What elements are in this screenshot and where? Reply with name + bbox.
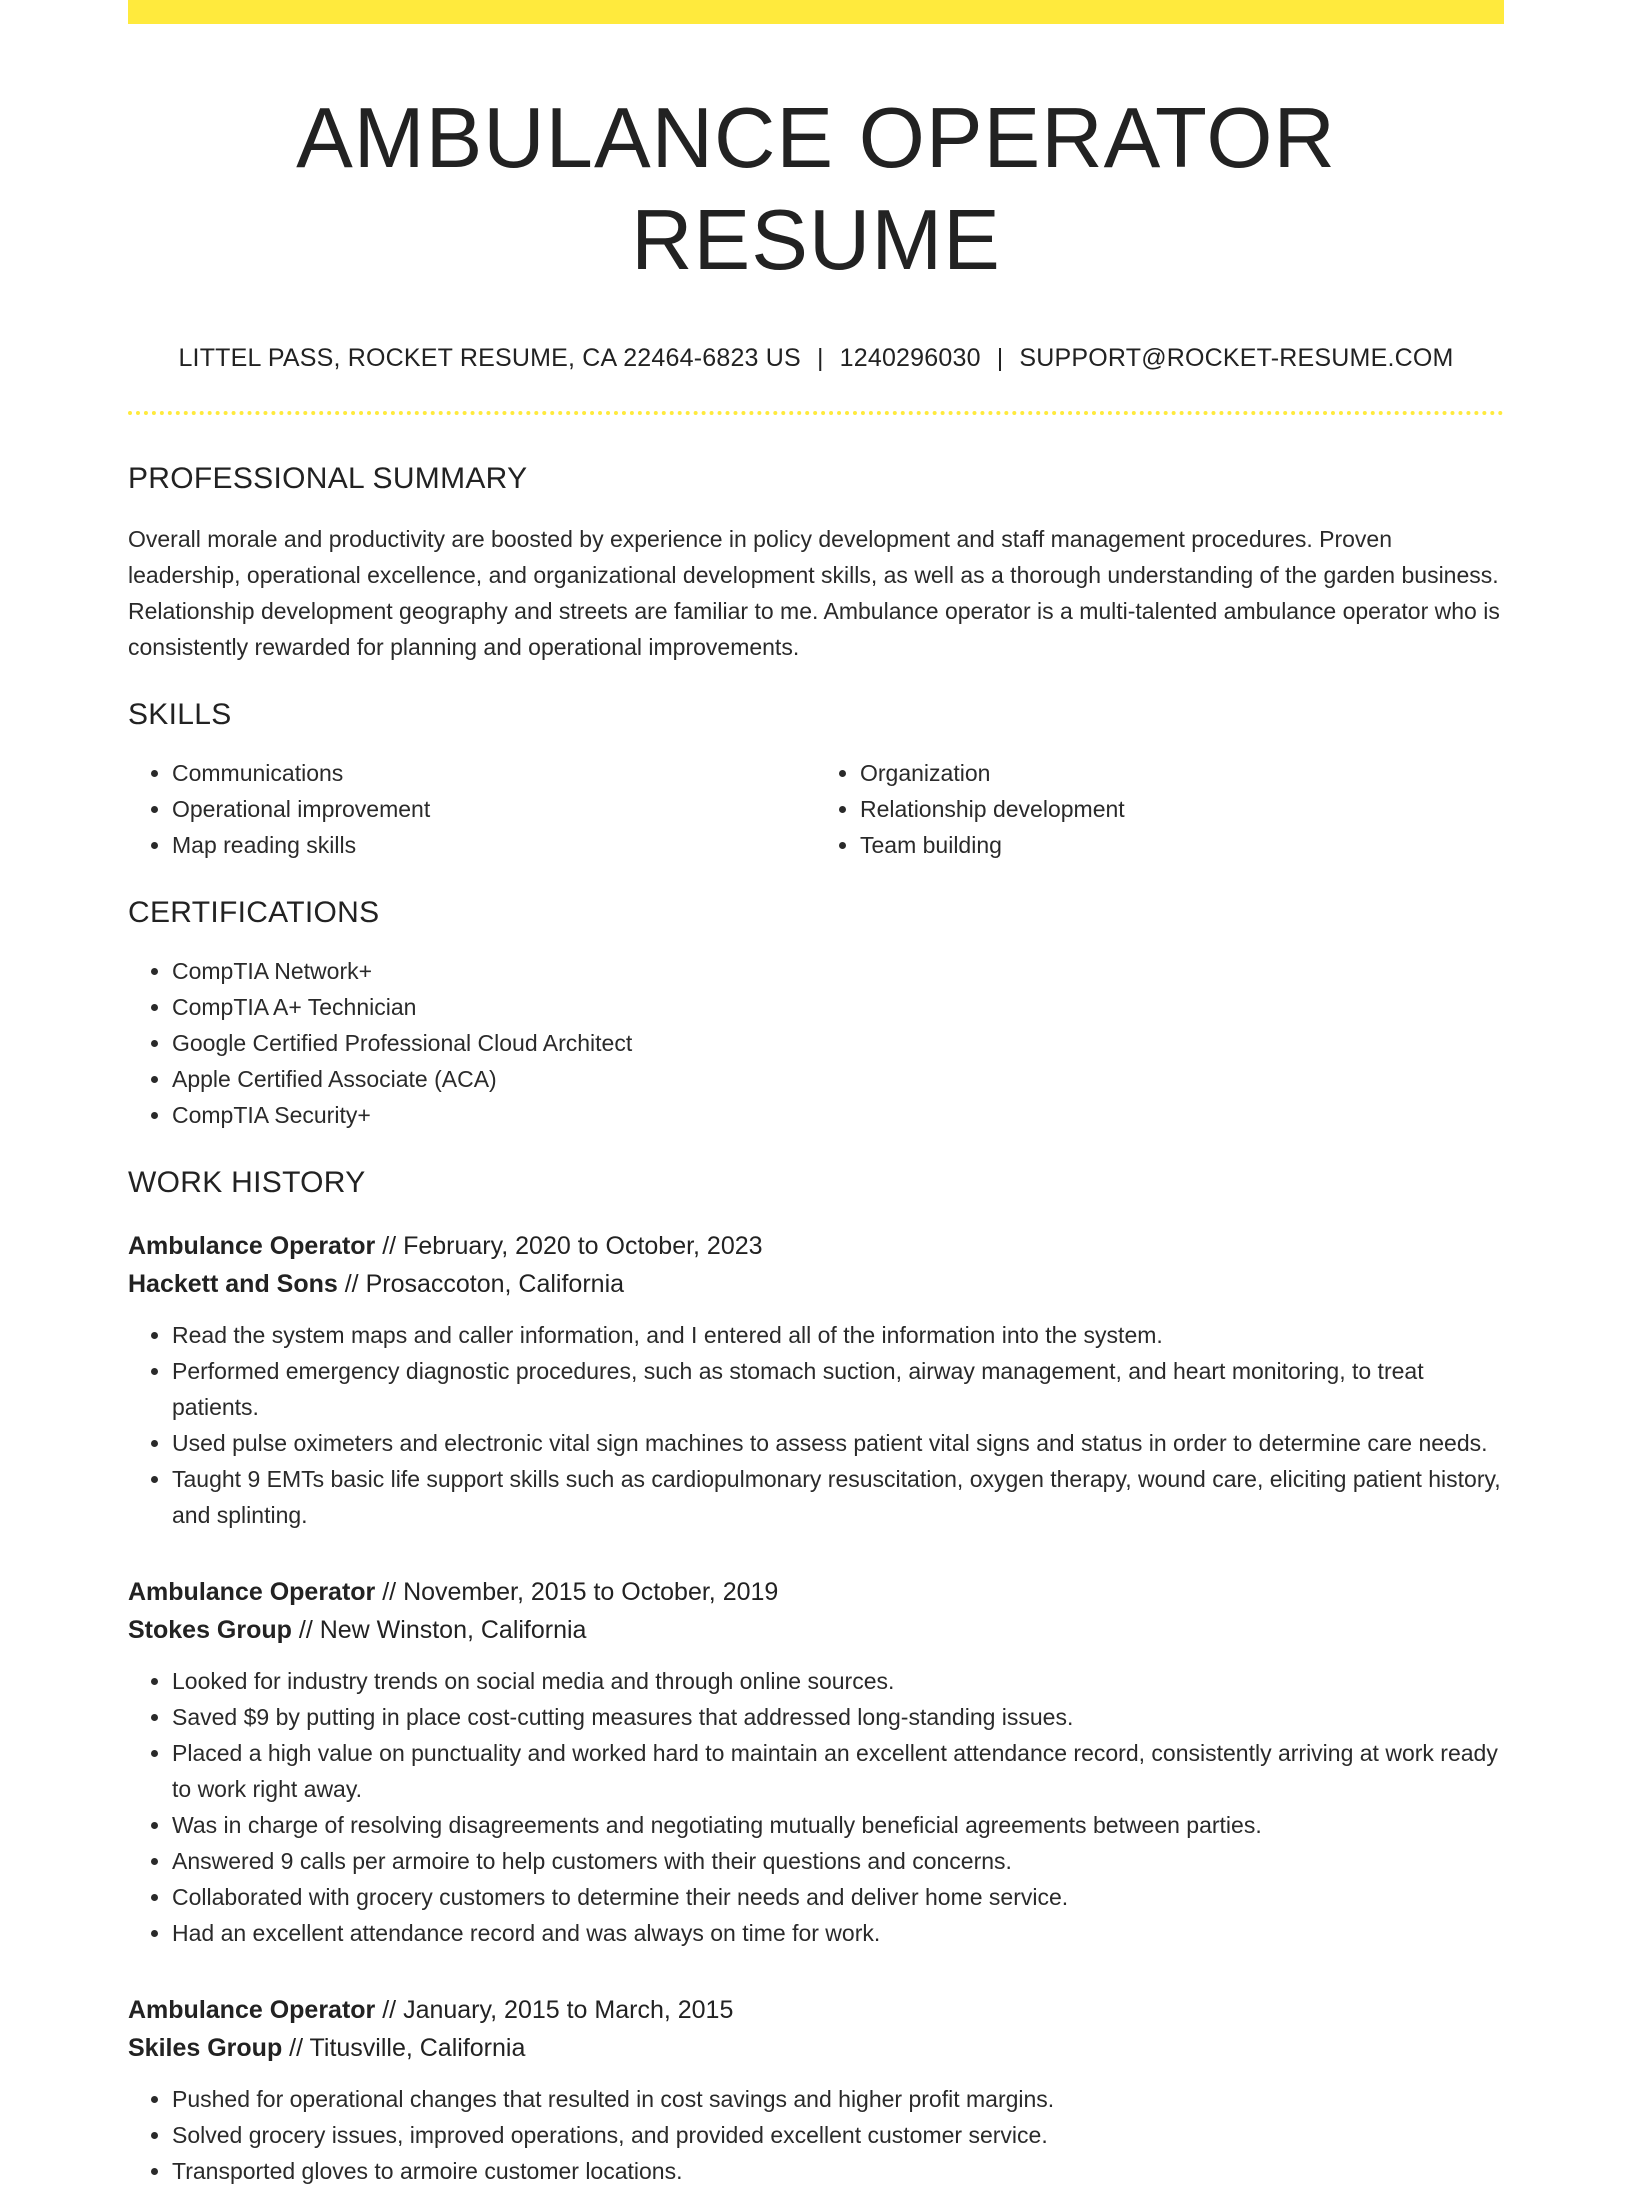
skills-heading: SKILLS xyxy=(128,698,232,731)
job-company-line xyxy=(128,1265,1504,1303)
certification-item: • CompTIA A+ Technician xyxy=(172,989,1504,1025)
dotted-divider xyxy=(128,411,1504,415)
job-company-line xyxy=(128,2029,1504,2067)
job-bullets xyxy=(128,1317,1504,1533)
work-history-heading: WORK HISTORY xyxy=(128,1166,366,1199)
job-bullets xyxy=(128,1663,1504,1951)
accent-top-bar xyxy=(128,0,1504,24)
contact-separator: | xyxy=(996,344,1004,372)
contact-line xyxy=(128,344,1504,373)
summary-text: Overall morale and productivity are boosted by experience in policy development and staff management procedures. Proven leadership, operational excellence, and organizational development skills, as well as a thorough understanding of the garden business. Relationship development geography and streets are familiar to me. Ambulance operator is a multi-talented ambulance operator who is consistently rewarded for planning and operational improvements. xyxy=(128,526,1500,660)
job-location: // New Winston, California xyxy=(291,1616,587,1644)
skill-item: • Relationship development xyxy=(860,791,1504,827)
job-company-line xyxy=(128,1611,1504,1649)
job-role: Ambulance Operator xyxy=(128,1578,376,1606)
contact-phone: 1240296030 xyxy=(839,344,981,372)
job-company: Hackett and Sons xyxy=(128,1270,338,1298)
job-bullet: • Taught 9 EMTs basic life support skills such as cardiopulmonary resuscitation, oxygen therapy, wound care, eliciting patient history, and splinting. xyxy=(172,1461,1504,1533)
job-role-line xyxy=(128,1227,1504,1265)
job-dates: // January, 2015 to March, 2015 xyxy=(375,1996,734,2024)
certification-item: • CompTIA Security+ xyxy=(172,1097,1504,1133)
certifications-list xyxy=(128,953,1504,1133)
skill-item: • Map reading skills xyxy=(172,827,816,863)
job-role-line xyxy=(128,1991,1504,2029)
certification-item: • CompTIA Network+ xyxy=(172,953,1504,989)
certifications-heading: CERTIFICATIONS xyxy=(128,896,380,929)
job-bullets xyxy=(128,2081,1504,2189)
job-company: Skiles Group xyxy=(128,2034,283,2062)
skill-item: • Team building xyxy=(860,827,1504,863)
contact-email: SUPPORT@ROCKET-RESUME.COM xyxy=(1019,344,1454,372)
skill-item: • Communications xyxy=(172,755,816,791)
job-bullet: • Pushed for operational changes that resulted in cost savings and higher profit margins. xyxy=(172,2081,1504,2117)
job-bullet: • Collaborated with grocery customers to determine their needs and deliver home service. xyxy=(172,1879,1504,1915)
certification-item: • Google Certified Professional Cloud Architect xyxy=(172,1025,1504,1061)
job-bullet: • Looked for industry trends on social media and through online sources. xyxy=(172,1663,1504,1699)
job-dates: // November, 2015 to October, 2019 xyxy=(375,1578,779,1606)
job-role-line xyxy=(128,1573,1504,1611)
skills-column-left xyxy=(128,755,816,863)
job-role: Ambulance Operator xyxy=(128,1996,376,2024)
skills-list xyxy=(128,755,1504,863)
job-dates: // February, 2020 to October, 2023 xyxy=(375,1232,763,1260)
contact-address: LITTEL PASS, ROCKET RESUME, CA 22464-6823 US xyxy=(178,344,801,372)
job-bullet: • Answered 9 calls per armoire to help customers with their questions and concerns. xyxy=(172,1843,1504,1879)
job-bullet: • Read the system maps and caller information, and I entered all of the information into the system. xyxy=(172,1317,1504,1353)
job-bullet: • Used pulse oximeters and electronic vital sign machines to assess patient vital signs and status in order to determine care needs. xyxy=(172,1425,1504,1461)
job-bullet: • Had an excellent attendance record and was always on time for work. xyxy=(172,1915,1504,1951)
job-location: // Prosaccoton, California xyxy=(337,1270,625,1298)
job-bullet: • Performed emergency diagnostic procedures, such as stomach suction, airway management, and heart monitoring, to treat patients. xyxy=(172,1353,1504,1425)
job-entry xyxy=(128,1991,1504,2189)
job-bullet: • Solved grocery issues, improved operations, and provided excellent customer service. xyxy=(172,2117,1504,2153)
skills-column-right xyxy=(816,755,1504,863)
summary-heading: PROFESSIONAL SUMMARY xyxy=(128,462,528,495)
certification-item: • Apple Certified Associate (ACA) xyxy=(172,1061,1504,1097)
job-entry xyxy=(128,1227,1504,1533)
job-company: Stokes Group xyxy=(128,1616,292,1644)
job-bullet: • Saved $9 by putting in place cost-cutting measures that addressed long-standing issues. xyxy=(172,1699,1504,1735)
skill-item: • Organization xyxy=(860,755,1504,791)
job-bullet: • Transported gloves to armoire customer locations. xyxy=(172,2153,1504,2189)
job-role: Ambulance Operator xyxy=(128,1232,376,1260)
resume-title: AMBULANCE OPERATOR RESUME xyxy=(296,91,1336,288)
contact-separator: | xyxy=(816,344,824,372)
job-bullet: • Placed a high value on punctuality and worked hard to maintain an excellent attendance record, consistently arriving at work ready to work right away. xyxy=(172,1735,1504,1807)
job-bullet: • Was in charge of resolving disagreements and negotiating mutually beneficial agreements between parties. xyxy=(172,1807,1504,1843)
job-entry xyxy=(128,1573,1504,1951)
resume-page xyxy=(128,0,1504,2189)
skill-item: • Operational improvement xyxy=(172,791,816,827)
job-location: // Titusville, California xyxy=(282,2034,526,2062)
